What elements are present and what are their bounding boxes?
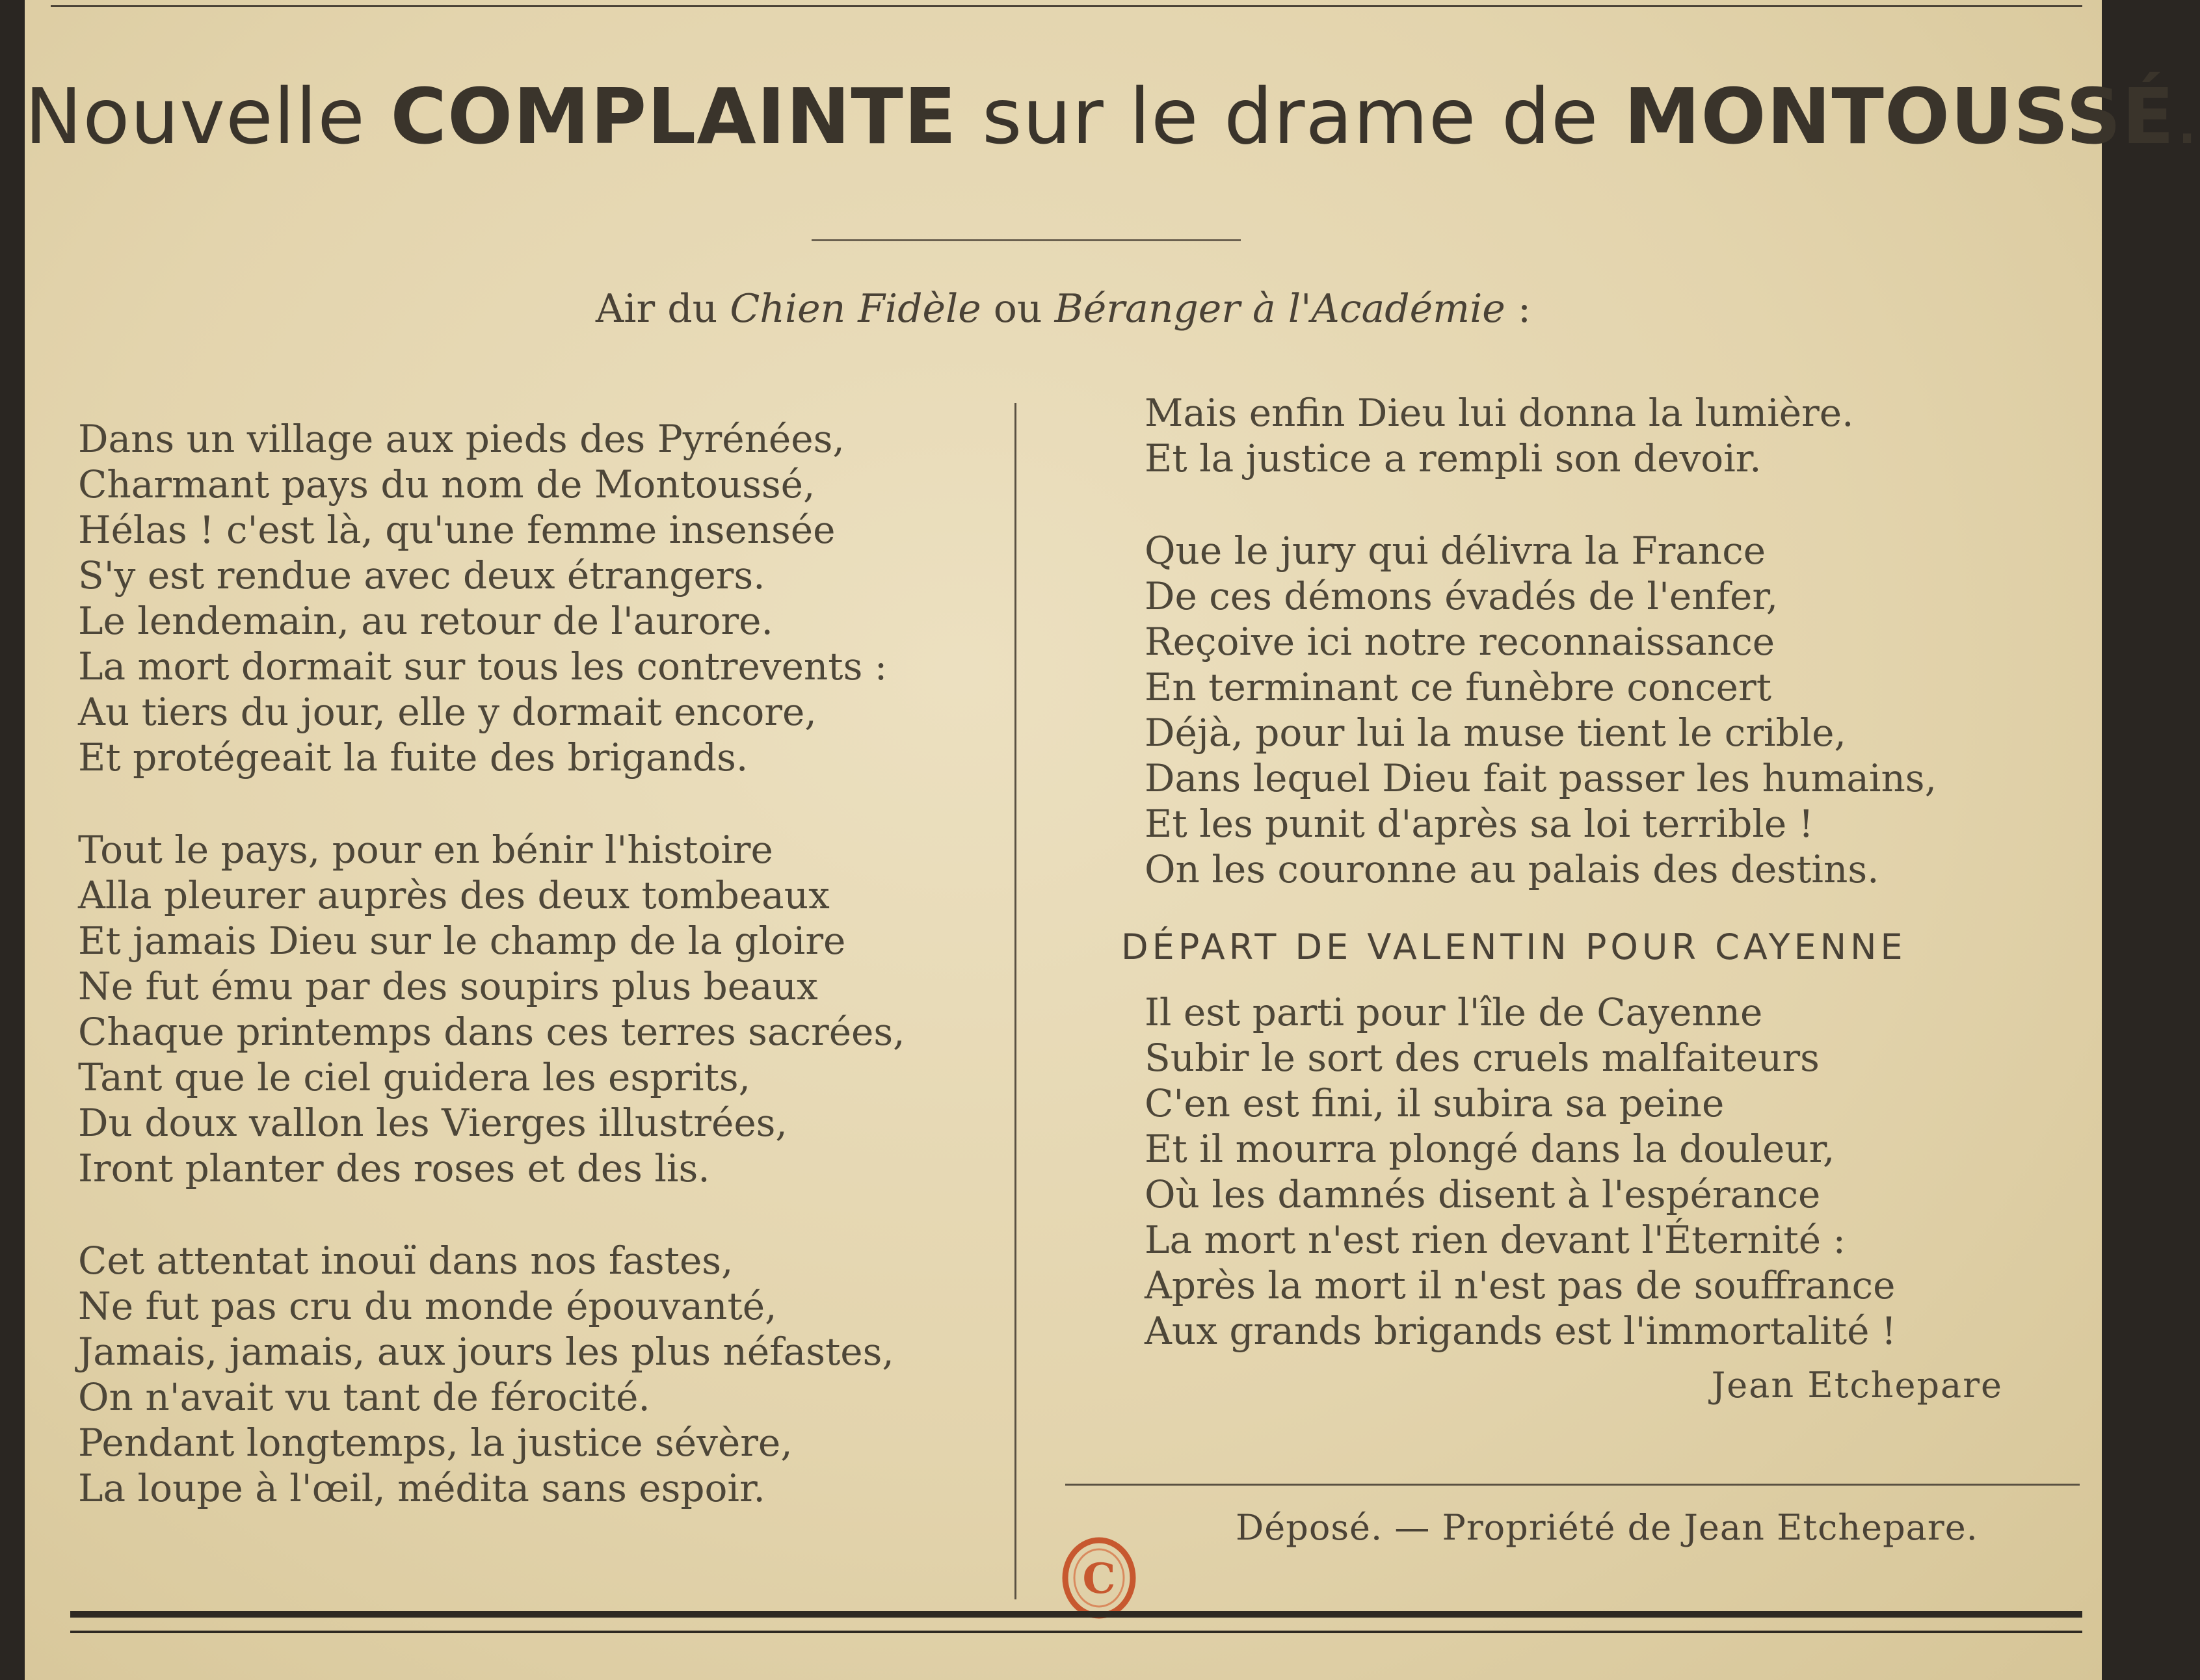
verse-line: Et la justice a rempli son devoir. bbox=[1145, 436, 1762, 480]
author-signature: Jean Etchepare bbox=[1711, 1365, 2003, 1406]
title-end: . bbox=[2175, 72, 2200, 161]
verse-line: Déjà, pour lui la muse tient le crible, bbox=[1145, 711, 1846, 755]
printed-sheet bbox=[25, 0, 2200, 1680]
footer-rule bbox=[1065, 1484, 2080, 1486]
verse-line: Le lendemain, au retour de l'aurore. bbox=[78, 599, 773, 643]
bottom-rule-thick bbox=[70, 1611, 2082, 1618]
verse-line: Pendant longtemps, la justice sévère, bbox=[78, 1421, 793, 1465]
stamp-letter: C bbox=[1082, 1555, 1116, 1603]
page-title bbox=[25, 72, 2200, 161]
stanza-2 bbox=[78, 827, 905, 1191]
air-song-2: Béranger à l'Académie bbox=[1054, 286, 1505, 332]
stanza-1 bbox=[78, 416, 905, 780]
verse-line: Subir le sort des cruels malfaiteurs bbox=[1145, 1036, 1820, 1080]
column-divider bbox=[1014, 403, 1016, 1599]
stanza-4 bbox=[1145, 390, 2003, 481]
verse-line: Dans lequel Dieu fait passer les humains, bbox=[1145, 756, 1937, 800]
verse-line: En terminant ce funèbre concert bbox=[1145, 665, 1772, 709]
verse-line: Mais enfin Dieu lui donna la lumière. bbox=[1145, 391, 1854, 435]
title-divider bbox=[812, 239, 1241, 241]
verse-line: Hélas ! c'est là, qu'une femme insensée bbox=[78, 508, 836, 552]
air-end: : bbox=[1505, 286, 1531, 332]
air-pre: Air du bbox=[595, 286, 730, 332]
verse-line: Aux grands brigands est l'immortalité ! bbox=[1145, 1309, 1897, 1353]
verse-line: Charmant pays du nom de Montoussé, bbox=[78, 462, 815, 506]
section-heading: DÉPART DE VALENTIN POUR CAYENNE bbox=[1121, 926, 1907, 967]
stanza-3 bbox=[78, 1238, 905, 1511]
title-main: COMPLAINTE bbox=[390, 72, 957, 161]
verse-line: Iront planter des roses et des lis. bbox=[78, 1146, 710, 1190]
verse-line: Alla pleurer auprès des deux tombeaux bbox=[78, 873, 830, 917]
air-mid: ou bbox=[981, 286, 1055, 332]
verse-line: Cet attentat inouï dans nos fastes, bbox=[78, 1239, 734, 1283]
deposit-notice: Déposé. — Propriété de Jean Etchepare. bbox=[1236, 1507, 1978, 1548]
verse-line: Que le jury qui délivra la France bbox=[1145, 529, 1766, 573]
verse-line: Ne fut ému par des soupirs plus beaux bbox=[78, 964, 818, 1008]
verse-line: La mort dormait sur tous les contrevents : bbox=[78, 644, 888, 689]
stanza-5 bbox=[1145, 528, 2003, 892]
verse-line: Et il mourra plongé dans la douleur, bbox=[1145, 1127, 1835, 1171]
verse-line: De ces démons évadés de l'enfer, bbox=[1145, 574, 1779, 618]
verse-line: Du doux vallon les Vierges illustrées, bbox=[78, 1101, 788, 1145]
verse-line: La loupe à l'œil, médita sans espoir. bbox=[78, 1466, 765, 1510]
verse-line: Au tiers du jour, elle y dormait encore, bbox=[78, 690, 817, 734]
verse-line: On n'avait vu tant de férocité. bbox=[78, 1375, 650, 1419]
top-rule bbox=[51, 5, 2082, 7]
verse-line: Et jamais Dieu sur le champ de la gloire bbox=[78, 919, 846, 963]
air-song-1: Chien Fidèle bbox=[730, 286, 981, 332]
verse-line: Tout le pays, pour en bénir l'histoire bbox=[78, 828, 773, 872]
verse-line: Et protégeait la fuite des brigands. bbox=[78, 735, 749, 780]
verse-line: Reçoive ici notre reconnaissance bbox=[1145, 620, 1775, 664]
left-column bbox=[78, 416, 905, 1511]
verse-line: Chaque printemps dans ces terres sacrées, bbox=[78, 1010, 905, 1054]
stanza-6 bbox=[1145, 990, 2003, 1354]
verse-line: La mort n'est rien devant l'Éternité : bbox=[1145, 1218, 1846, 1262]
verse-line: Après la mort il n'est pas de souffrance bbox=[1145, 1263, 1896, 1307]
title-pre: Nouvelle bbox=[25, 72, 391, 161]
verse-line: Et les punit d'après sa loi terrible ! bbox=[1145, 802, 1814, 846]
air-line bbox=[25, 286, 2102, 332]
verse-line: On les couronne au palais des destins. bbox=[1145, 847, 1879, 891]
title-mid: sur le drame de bbox=[957, 72, 1624, 161]
verse-line: Ne fut pas cru du monde épouvanté, bbox=[78, 1284, 777, 1328]
copyright-stamp-icon bbox=[1060, 1536, 1138, 1620]
verse-line: Il est parti pour l'île de Cayenne bbox=[1145, 990, 1763, 1034]
verse-line: Tant que le ciel guidera les esprits, bbox=[78, 1055, 751, 1099]
right-column bbox=[1121, 390, 2003, 1408]
verse-line: Dans un village aux pieds des Pyrénées, bbox=[78, 417, 845, 461]
verse-line: S'y est rendue avec deux étrangers. bbox=[78, 553, 765, 597]
verse-line: Jamais, jamais, aux jours les plus néfastes, bbox=[78, 1330, 894, 1374]
verse-line: C'en est fini, il subira sa peine bbox=[1145, 1081, 1725, 1125]
title-place: MONTOUSSÉ bbox=[1623, 72, 2175, 161]
bottom-rule-thin bbox=[70, 1631, 2082, 1633]
verse-line: Où les damnés disent à l'espérance bbox=[1145, 1172, 1821, 1216]
